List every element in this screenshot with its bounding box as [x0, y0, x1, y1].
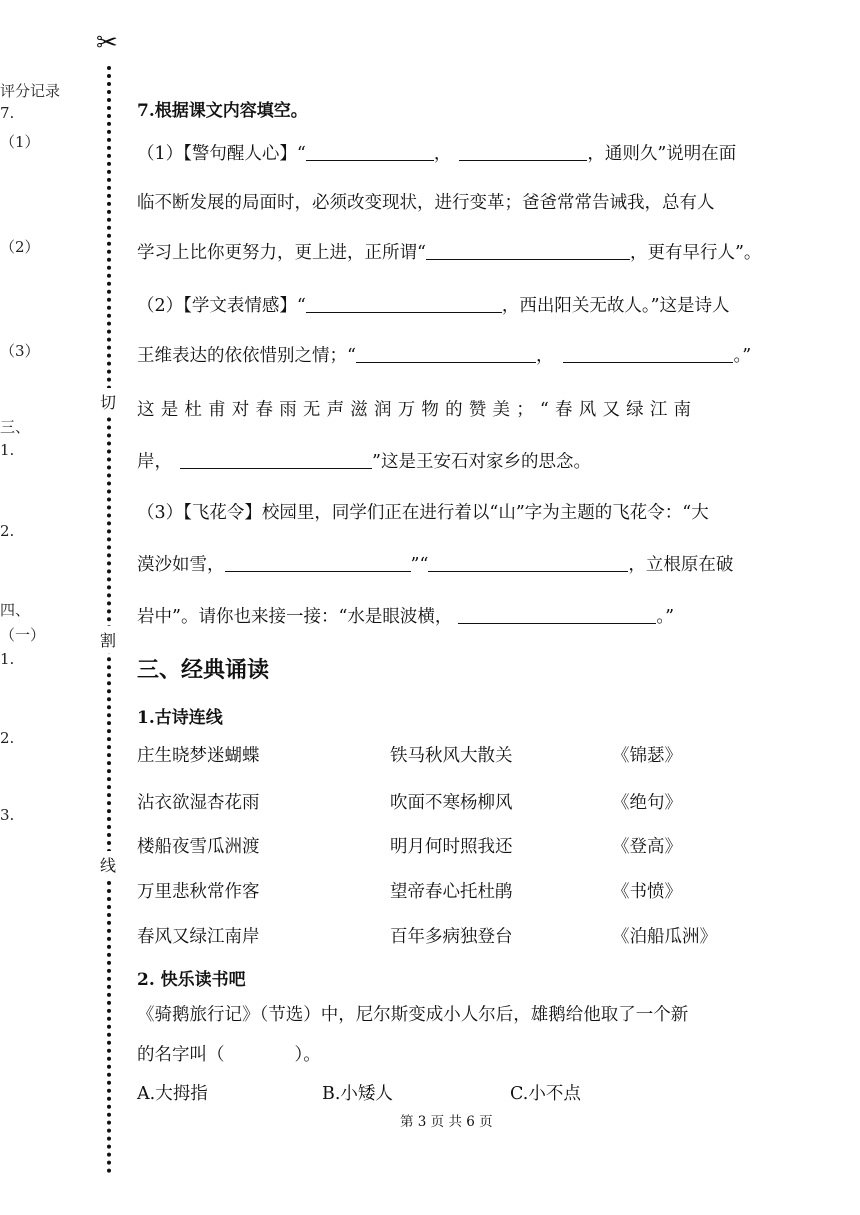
margin-item: （2）	[0, 238, 40, 256]
margin-item: （一）	[0, 626, 46, 644]
cut-line-char: 线	[100, 851, 116, 878]
answer-blank[interactable]	[428, 553, 628, 572]
poem-line[interactable]: 楼船夜雪瓜洲渡	[137, 837, 260, 857]
question-7-2-line-1	[137, 293, 730, 319]
margin-item: （3）	[0, 342, 40, 360]
text: ”“	[410, 555, 429, 575]
question-7-3-line-1: （3）【飞花令】校园里，同学们正在进行着以“山”字为主题的飞花令：“大	[137, 503, 709, 523]
text: ，	[535, 346, 554, 366]
margin-item: 三、	[0, 418, 31, 436]
answer-blank[interactable]	[306, 294, 502, 313]
question-7-1-line-1	[137, 141, 736, 167]
margin-item: （1）	[0, 133, 40, 151]
cut-line	[107, 66, 111, 1174]
question-7-3-line-3	[137, 604, 674, 630]
text: ，西出阳关无故人。”这是诗人	[501, 296, 730, 316]
text: ，更有早行人”。	[629, 243, 762, 263]
question-7-2-line-2	[137, 343, 751, 369]
cut-line-char: 割	[100, 626, 116, 653]
margin-item: 3.	[0, 806, 15, 824]
question-7-2-line-3: 这是杜甫对春雨无声滋润万物的赞美；“春风又绿江南	[137, 400, 698, 420]
poem-title[interactable]: 《登高》	[612, 837, 682, 857]
question-7-1-line-2: 临不断发展的局面时，必须改变现状，进行变革；爸爸常常告诫我，总有人	[137, 193, 715, 213]
answer-blank[interactable]	[458, 605, 656, 624]
margin-item: 1.	[0, 441, 15, 459]
poem-title[interactable]: 《绝句》	[612, 793, 682, 813]
text: 岩中”。请你也来接一接：“水是眼波横，	[137, 607, 453, 627]
question-7-title: 7.根据课文内容填空。	[137, 101, 308, 121]
option-b[interactable]: B.小矮人	[322, 1084, 393, 1104]
poem-line[interactable]: 望帝春心托杜鹃	[390, 882, 513, 902]
page-number: 第 3 页 共 6 页	[400, 1114, 493, 1130]
text: ”这是王安石对家乡的思念。	[372, 452, 591, 472]
question-7-1-line-3	[137, 240, 761, 266]
text: 。”	[656, 607, 675, 627]
text: 。”	[733, 346, 752, 366]
margin-title: 评分记录	[0, 82, 61, 100]
text: ，	[433, 144, 452, 164]
margin-item: 7.	[0, 104, 15, 122]
reading-question-line-2: 的名字叫（ ）。	[137, 1045, 321, 1065]
poem-line[interactable]: 百年多病独登台	[390, 927, 513, 947]
answer-blank[interactable]	[563, 344, 733, 363]
margin-item: 2.	[0, 729, 15, 747]
poem-line[interactable]: 明月何时照我还	[390, 837, 513, 857]
option-a[interactable]: A.大拇指	[137, 1084, 208, 1104]
text: ，立根原在破	[628, 555, 734, 575]
answer-blank[interactable]	[225, 553, 411, 572]
poem-line[interactable]: 万里悲秋常作客	[137, 882, 260, 902]
scissors-icon: ✂	[96, 28, 118, 58]
text: ，通则久”说明在面	[587, 144, 737, 164]
answer-blank[interactable]	[426, 241, 630, 260]
poem-title[interactable]: 《书愤》	[612, 882, 682, 902]
poem-title[interactable]: 《泊船瓜洲》	[612, 927, 717, 947]
poem-line[interactable]: 春风又绿江南岸	[137, 927, 260, 947]
text: 学习上比你更努力，更上进，正所谓“	[137, 243, 426, 263]
section-3-title: 三、经典诵读	[137, 657, 270, 683]
poem-title[interactable]: 《锦瑟》	[612, 746, 682, 766]
poem-matching-title: 1.古诗连线	[137, 708, 223, 728]
reading-question-line-1: 《骑鹅旅行记》（节选）中，尼尔斯变成小人尔后，雄鹅给他取了一个新	[137, 1005, 689, 1025]
text: 漠沙如雪，	[137, 555, 225, 575]
cut-line-char: 切	[100, 388, 116, 415]
answer-blank[interactable]	[459, 142, 587, 161]
question-7-3-line-2	[137, 552, 733, 578]
option-c[interactable]: C.小不点	[510, 1084, 581, 1104]
answer-blank[interactable]	[180, 450, 372, 469]
margin-item: 四、	[0, 601, 31, 619]
margin-item: 2.	[0, 522, 15, 540]
poem-line[interactable]: 吹面不寒杨柳风	[390, 793, 513, 813]
poem-line[interactable]: 庄生晓梦迷蝴蝶	[137, 746, 260, 766]
text: （2）【学文表情感】“	[137, 296, 306, 316]
answer-blank[interactable]	[356, 344, 536, 363]
question-7-2-line-4	[137, 449, 591, 475]
margin-item: 1.	[0, 650, 15, 668]
answer-blank[interactable]	[306, 142, 434, 161]
poem-line[interactable]: 铁马秋风大散关	[390, 746, 513, 766]
poem-line[interactable]: 沾衣欲湿杏花雨	[137, 793, 260, 813]
text: 王维表达的依依惜别之情；“	[137, 346, 356, 366]
text: （1）【警句醒人心】“	[137, 144, 306, 164]
reading-title: 2. 快乐读书吧	[137, 970, 246, 990]
text: 岸，	[137, 452, 172, 472]
